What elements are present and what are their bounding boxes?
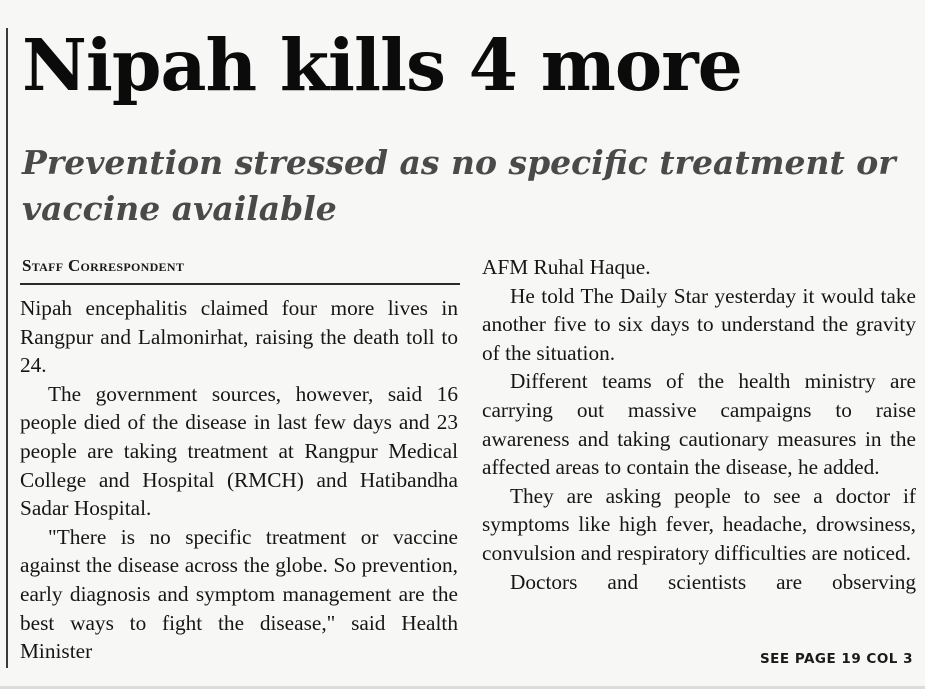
byline: Staff Correspondent: [22, 256, 185, 275]
byline-divider: [20, 283, 460, 285]
article-column-1: [20, 294, 458, 666]
continuation-note: SEE PAGE 19 COL 3: [759, 651, 913, 667]
paragraph: They are asking people to see a doctor if symptoms like high fever, headache, drowsiness, convulsion and respiratory difficulties are noticed.: [482, 483, 916, 565]
paragraph: The government sources, however, said 16 people died of the disease in last few days and 23 people are taking treatment at Rangpur Medical College and Hospital (RMCH) and Hatibandha Sadar Hospital.: [20, 381, 458, 521]
paragraph: Doctors and scientists are observing: [510, 569, 916, 594]
paragraph: AFM Ruhal Haque.: [482, 255, 651, 279]
headline: Nipah kills 4 more: [22, 23, 742, 107]
subheadline: Prevention stressed as no specific treatment or vaccine available: [22, 143, 896, 228]
paragraph: Nipah encephalitis claimed four more lives in Rangpur and Lalmonirhat, raising the death toll to 24.: [20, 296, 458, 378]
paragraph: Different teams of the health ministry are carrying out massive campaigns to raise awareness and taking cautionary measures in the affected areas to contain the disease, he added.: [482, 369, 916, 480]
paragraph: "There is no specific treatment or vaccine against the disease across the globe. So prevention, early diagnosis and symptom management are the best ways to fight the disease," said Health Minister: [20, 524, 458, 664]
paragraph: He told The Daily Star yesterday it would take another five to six days to understand the gravity of the situation.: [482, 283, 916, 365]
article-column-2: [482, 253, 916, 596]
column-rule: [6, 28, 8, 668]
